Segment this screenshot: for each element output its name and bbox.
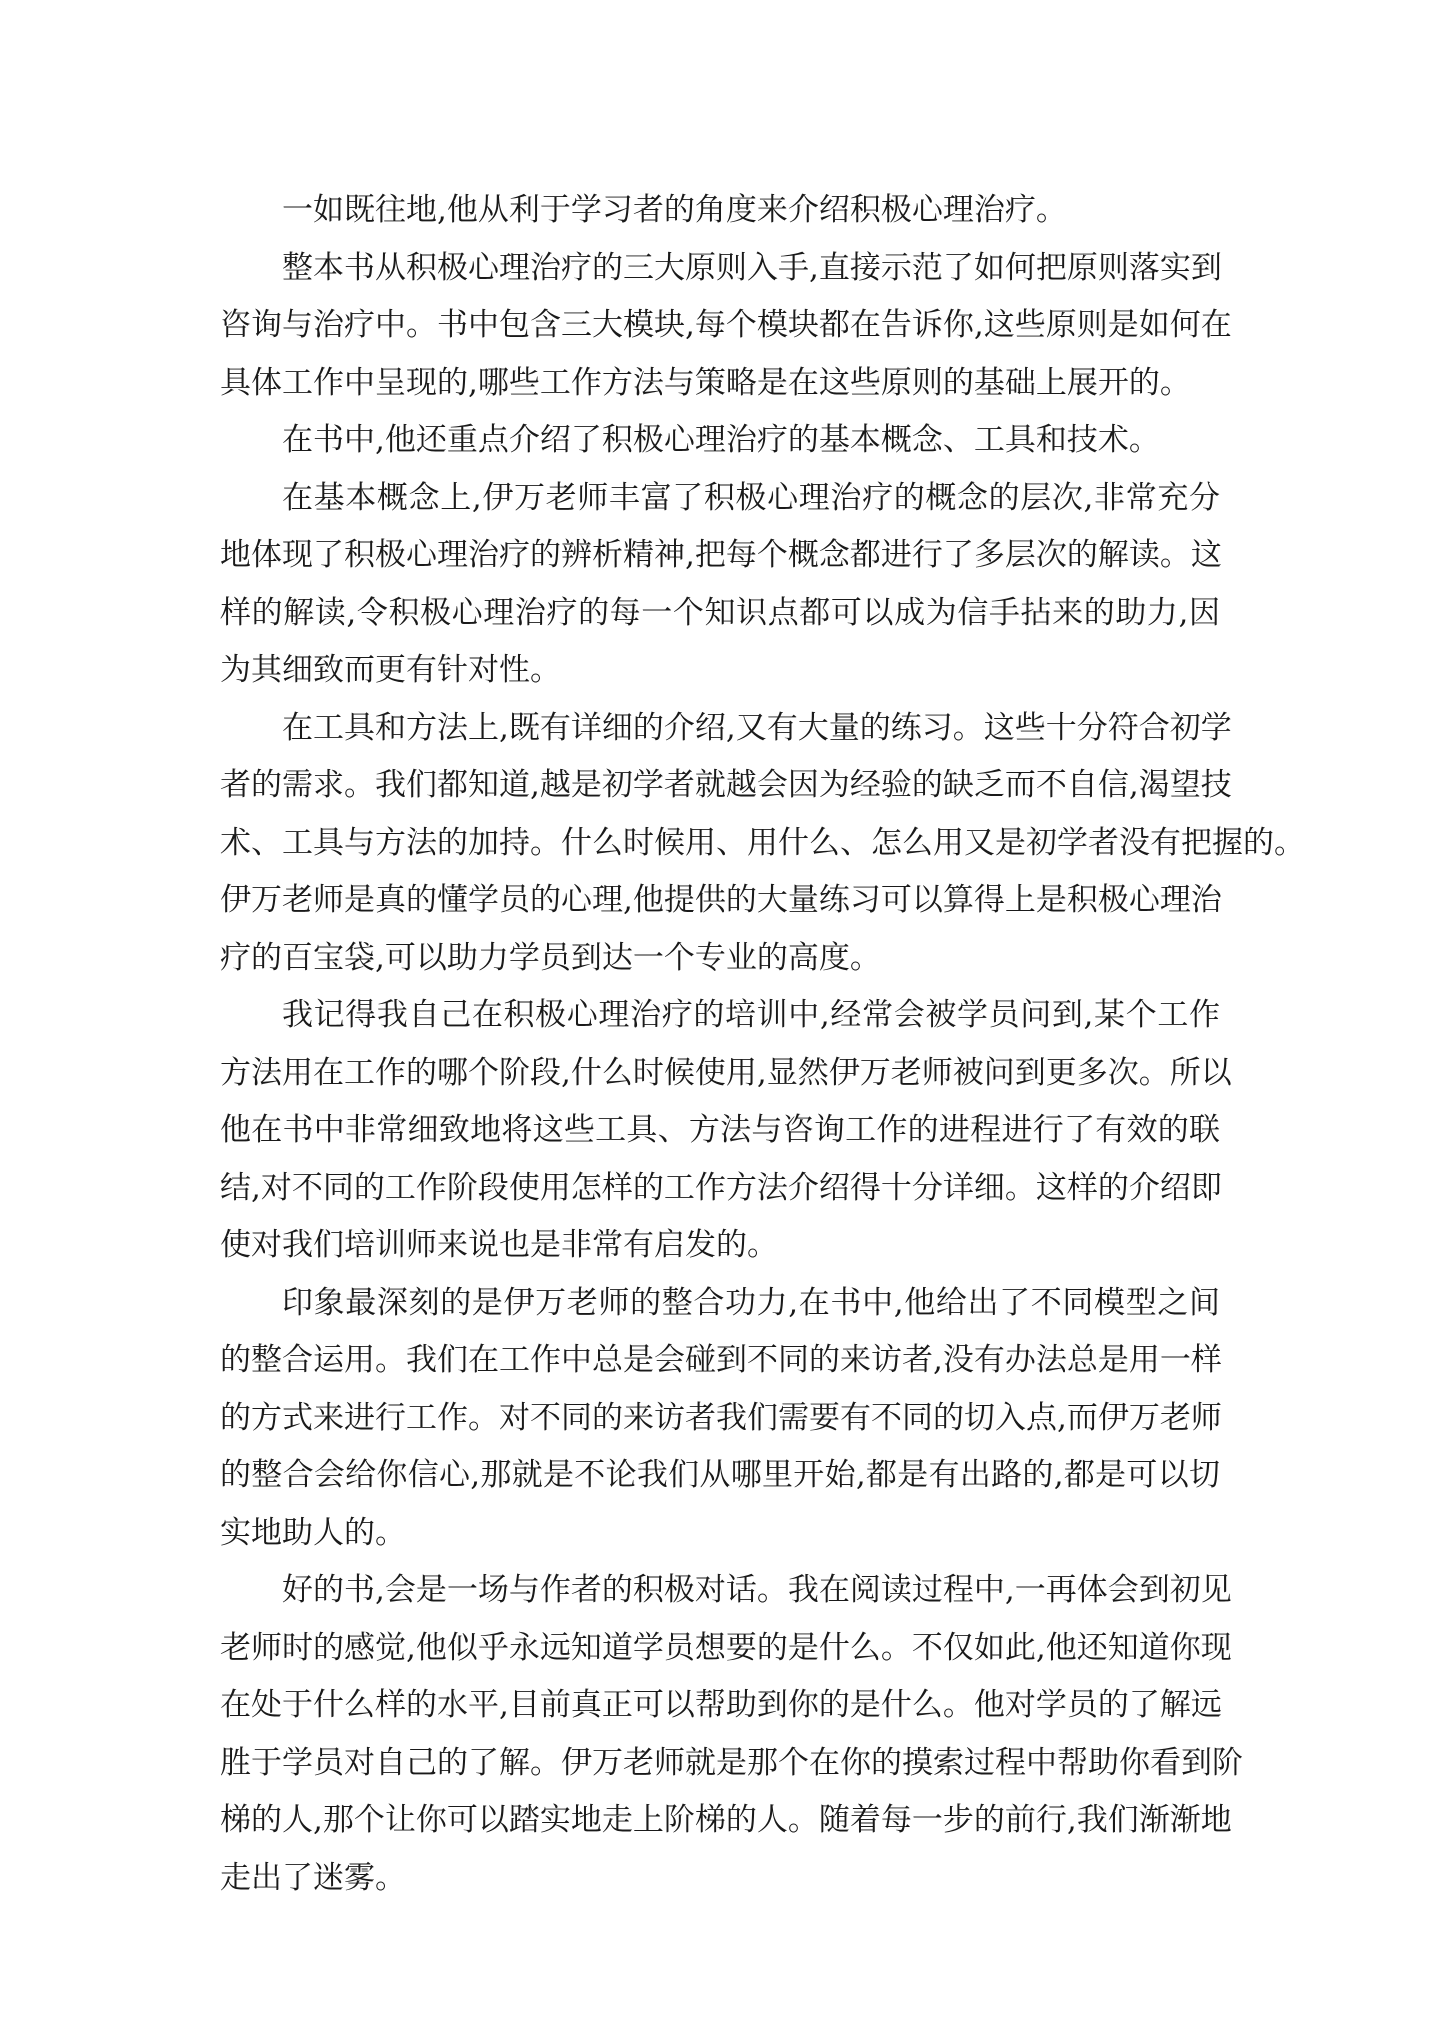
text-line: 在书中,他还重点介绍了积极心理治疗的基本概念、工具和技术。 bbox=[282, 422, 1160, 458]
text-line: 者的需求。我们都知道,越是初学者就越会因为经验的缺乏而不自信,渴望技 bbox=[220, 767, 1232, 803]
text-line: 走出了迷雾。 bbox=[220, 1859, 406, 1896]
text-line: 方法用在工作的哪个阶段,什么时候使用,显然伊万老师被问到更多次。所以 bbox=[220, 1054, 1232, 1091]
text-line: 地体现了积极心理治疗的辨析精神,把每个概念都进行了多层次的解读。这 bbox=[220, 537, 1222, 573]
text-line: 在工具和方法上,既有详细的介绍,又有大量的练习。这些十分符合初学 bbox=[282, 709, 1232, 746]
text-line: 在基本概念上,伊万老师丰富了积极心理治疗的概念的层次,非常充分 bbox=[282, 479, 1220, 516]
body-text bbox=[220, 182, 1305, 1907]
text-line: 他在书中非常细致地将这些工具、方法与咨询工作的进程进行了有效的联 bbox=[220, 1112, 1220, 1148]
text-line: 使对我们培训师来说也是非常有启发的。 bbox=[220, 1227, 778, 1263]
text-line: 实地助人的。 bbox=[220, 1514, 406, 1551]
text-line: 整本书从积极心理治疗的三大原则入手,直接示范了如何把原则落实到 bbox=[282, 249, 1222, 286]
text-line: 疗的百宝袋,可以助力学员到达一个专业的高度。 bbox=[220, 939, 881, 976]
text-line: 老师时的感觉,他似乎永远知道学员想要的是什么。不仅如此,他还知道你现 bbox=[220, 1629, 1232, 1666]
text-line: 在处于什么样的水平,目前真正可以帮助到你的是什么。他对学员的了解远 bbox=[220, 1687, 1222, 1723]
text-line: 结,对不同的工作阶段使用怎样的工作方法介绍得十分详细。这样的介绍即 bbox=[220, 1169, 1222, 1206]
text-line: 的整合运用。我们在工作中总是会碰到不同的来访者,没有办法总是用一样 bbox=[220, 1342, 1222, 1378]
text-line: 为其细致而更有针对性。 bbox=[220, 652, 561, 688]
text-line: 样的解读,令积极心理治疗的每一个知识点都可以成为信手拈来的助力,因 bbox=[220, 594, 1220, 631]
text-line: 的整合会给你信心,那就是不论我们从哪里开始,都是有出路的,都是可以切 bbox=[220, 1457, 1220, 1493]
text-line: 印象最深刻的是伊万老师的整合功力,在书中,他给出了不同模型之间 bbox=[282, 1284, 1220, 1321]
text-line: 具体工作中呈现的,哪些工作方法与策略是在这些原则的基础上展开的。 bbox=[220, 364, 1191, 401]
text-line: 咨询与治疗中。书中包含三大模块,每个模块都在告诉你,这些原则是如何在 bbox=[220, 307, 1232, 343]
text-line: 的方式来进行工作。对不同的来访者我们需要有不同的切入点,而伊万老师 bbox=[220, 1399, 1222, 1436]
text-line: 术、工具与方法的加持。什么时候用、用什么、怎么用又是初学者没有把握的。 bbox=[220, 824, 1305, 861]
text-line: 我记得我自己在积极心理治疗的培训中,经常会被学员问到,某个工作 bbox=[282, 997, 1220, 1033]
text-line: 胜于学员对自己的了解。伊万老师就是那个在你的摸索过程中帮助你看到阶 bbox=[220, 1744, 1243, 1781]
text-line: 好的书,会是一场与作者的积极对话。我在阅读过程中,一再体会到初见 bbox=[282, 1572, 1232, 1608]
text-line: 一如既往地,他从利于学习者的角度来介绍积极心理治疗。 bbox=[282, 192, 1067, 228]
text-line: 伊万老师是真的懂学员的心理,他提供的大量练习可以算得上是积极心理治 bbox=[220, 882, 1222, 918]
text-line: 梯的人,那个让你可以踏实地走上阶梯的人。随着每一步的前行,我们渐渐地 bbox=[220, 1802, 1232, 1838]
